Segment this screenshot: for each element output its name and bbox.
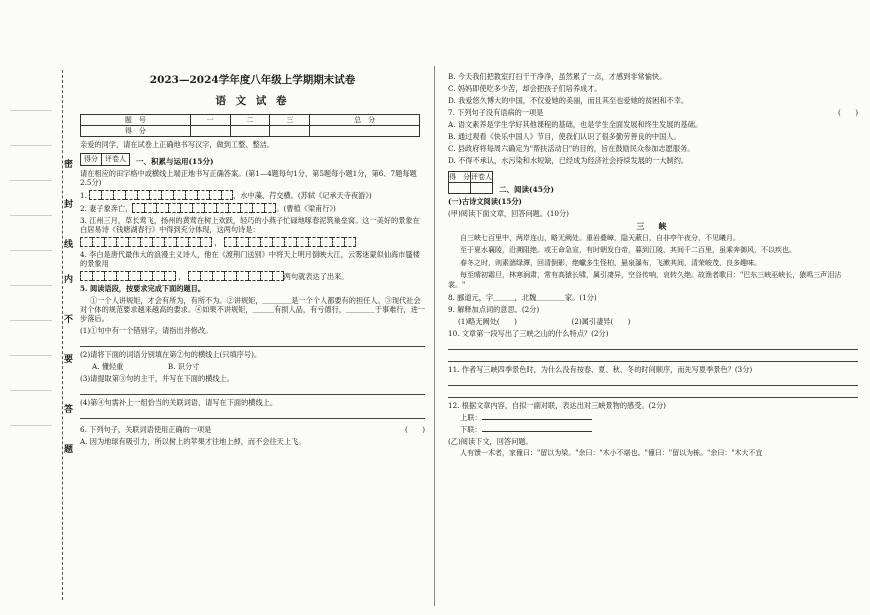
- writing-grid[interactable]: [80, 237, 212, 247]
- seal-char: 不: [64, 315, 74, 325]
- q5-text: 5. 阅读语段，按要求完成下面的题目。: [80, 284, 206, 293]
- q7-option-b: B. 通过观看《快乐中国人》节目，使我们认识了很多勤劳善良的中国人。: [448, 132, 681, 141]
- exam-title: 2023—2024学年度八年级上学期期末试卷: [149, 74, 356, 86]
- q5-2: (2)请将下面的词语分别填在第②句的横线上(只填序号)。: [80, 350, 262, 359]
- grader-box: [448, 171, 493, 194]
- grader-name-label: 评卷人: [471, 172, 492, 181]
- couplet-down-input[interactable]: [482, 425, 592, 432]
- seal-char: 密: [64, 160, 74, 170]
- passage-b: 人有馈一木者，家僮曰："留以为梁。"余曰："木小不堪也。"僮曰："留以为栋。"余曰："木大不宜: [460, 449, 763, 458]
- answer-line[interactable]: [448, 352, 858, 362]
- passage-paragraph: 每至晴初霜旦，林寒涧肃，常有高猿长啸，属引凄异，空谷传响，哀转久绝。故渔者歌曰："巴东三峡巫峡长，猿鸣三声泪沾裳。": [448, 271, 842, 289]
- q4-text: 4. 李白是唐代最伟大的浪漫主义诗人，他在《渡荆门送别》中将天上明月倒映大江，云雾迷蒙似仙海市蜃楼的景象用: [80, 250, 420, 268]
- q6-paren[interactable]: ( ): [405, 425, 425, 434]
- q6-option-b: B. 今天我们把教室打扫干干净净，虽然累了一点，才感到非常愉快。: [448, 72, 667, 81]
- section-1-title: 一、积累与运用(15分): [136, 156, 214, 166]
- score-input-cell[interactable]: [270, 126, 310, 137]
- subsection-1: (一)古诗文阅读(15分): [448, 197, 522, 206]
- answer-line[interactable]: [80, 385, 425, 395]
- score-header-cell: 二: [230, 115, 270, 126]
- q12: 12. 根据文章内容，自拟一副对联，表达出对三峡景物的感受。(2分): [448, 401, 666, 411]
- seal-char: 封: [64, 200, 74, 210]
- q6-option-c: C. 妈妈即使吃多少苦，却会把孩子们培养成才。: [448, 84, 602, 93]
- score-input-cell[interactable]: [190, 126, 230, 137]
- greeting: 亲爱的同学，请在试卷上正确地书写汉字，做到工整、整洁。: [80, 140, 275, 150]
- seal-char: 要: [64, 355, 74, 365]
- subsection-1-b: (乙)阅读下文，回答问题。: [448, 437, 533, 447]
- q6-option-a: A. 因为地球有吸引力，所以树上的苹果才往地上掉，而不会往天上飞。: [80, 437, 306, 446]
- q4-answer: ， 两句就表达了出来。: [80, 271, 425, 281]
- option-b: B. 识分寸: [167, 362, 200, 371]
- instructions: 请在相应的田字格中或横线上端正地书写正确答案。(第1—4题每句1分，第5题每小题1分，第6、7题每题2.5分): [80, 169, 417, 187]
- grader-score-input[interactable]: [449, 183, 471, 194]
- writing-grid[interactable]: [224, 237, 356, 247]
- grader-score-label: 得 分: [449, 172, 470, 181]
- section-1-header: [80, 149, 425, 166]
- passage-paragraph: 春冬之时，则素湍绿潭，回清倒影，绝巘多生怪柏，悬泉瀑布，飞漱其间，清荣峻茂，良多趣味。: [460, 258, 761, 267]
- answer-line[interactable]: [448, 340, 858, 350]
- seal-char: 答: [64, 405, 74, 415]
- q9-items: [448, 317, 858, 326]
- left-column: [80, 66, 425, 611]
- q11: 11. 作者写三峡四季景色时，为什么没有按春、夏、秋、冬的时间顺序，而先写夏季景色？(3分): [448, 365, 753, 375]
- exam-subtitle: 语 文 试 卷: [215, 95, 290, 108]
- grader-box: [80, 153, 130, 166]
- q12-down: 下联：: [448, 425, 858, 434]
- q7: [448, 108, 858, 117]
- q5-3: (3)请提取第③句的主干，并写在下面的横线上。: [80, 374, 234, 383]
- score-header-cell: 三: [270, 115, 310, 126]
- q8: 8. 郦道元，字＿＿＿，北魏＿＿＿＿家。(1分): [448, 293, 597, 303]
- q3-text: 3. 江州三月，草长莺飞，扬州的黄莺在树上欢跃，轻巧的小燕子忙碌地啄春泥筑巢垒窝。这一美好的景象在白居易诗《钱塘湖春行》中得到充分体现，这两句诗是：: [80, 216, 420, 234]
- score-input-cell[interactable]: [230, 126, 270, 137]
- page-divider: [434, 66, 435, 606]
- score-header-cell: 一: [190, 115, 230, 126]
- q6-text: 6. 下列句子，关联词语使用正确的一项是: [80, 425, 212, 434]
- q5-2-options: [80, 362, 425, 371]
- q6: [80, 425, 425, 434]
- couplet-up-input[interactable]: [482, 413, 592, 420]
- q7-option-d: D. 不得不承认，水污染和水短缺，已经成为经济社会持续发展的一大制约。: [448, 156, 689, 165]
- student-info-lines: [10, 110, 52, 490]
- score-input-cell[interactable]: [310, 126, 420, 137]
- writing-grid[interactable]: [89, 190, 233, 200]
- answer-line[interactable]: [80, 409, 425, 419]
- q7-paren[interactable]: ( ): [838, 108, 858, 117]
- q9: 9. 解释加点词的意思。(2分): [448, 305, 540, 315]
- writing-grid[interactable]: [188, 271, 284, 281]
- q1: 1. ，水中藻、荇交横。(苏轼《记承天寺夜游》): [80, 190, 372, 200]
- q1-tail: ，水中藻、荇交横。(苏轼《记承天寺夜游》): [233, 190, 372, 200]
- q5-4: (4)第④句需补上一组恰当的关联词语，请写在下面的横线上。: [80, 398, 278, 407]
- seal-char: 内: [64, 275, 74, 285]
- q7-text: 7. 下列句子没有语病的一项是: [448, 108, 544, 117]
- section-2-title: 二、阅读(45分): [499, 184, 555, 194]
- q10: 10. 文章第一段写出了三峡之山的什么特点？(2分): [448, 329, 609, 339]
- answer-line[interactable]: [448, 388, 858, 398]
- q12-up: 上联：: [448, 413, 858, 422]
- q3-answer: ，: [80, 237, 425, 247]
- seal-char: 线: [64, 240, 74, 250]
- grader-score-label: 得分: [81, 154, 102, 165]
- q5-1: (1)①句中有一个错别字，请指出并修改。: [80, 326, 213, 335]
- passage-paragraph: 至于夏水襄陵，沿溯阻绝。或王命急宣，有时朝发白帝，暮到江陵，其间千二百里，虽乘奔御风，不以疾也。: [460, 246, 796, 255]
- q2: [80, 203, 425, 213]
- q2-tail: 。(曹植《梁甫行》): [276, 203, 336, 213]
- section-2-header: [448, 171, 858, 194]
- binding-margin: [0, 0, 78, 615]
- q9-1: (1)略无阙处( ): [458, 317, 517, 327]
- grader-name-label: 评卷人: [105, 155, 126, 164]
- answer-line[interactable]: [448, 376, 858, 386]
- right-column: [448, 66, 858, 611]
- q5-passage: ①一个人讲规矩，才会有所为，有所不为。②讲规矩，＿＿＿＿是一个个人都要有的担任人。③现代社会对个体的规范要求越来越高的要求。④如果不讲规矩，＿＿＿有损人品，有亏德行，＿＿＿＿于事难行，进一步落后。: [80, 296, 426, 323]
- score-header-cell: 题 号: [81, 115, 191, 126]
- score-header-cell: 总 分: [310, 115, 420, 126]
- q2-text: 2. 妻子象奔亡，: [80, 203, 133, 213]
- subsection-1-a: (甲)阅读下面文章，回答问题。(10分): [448, 209, 569, 218]
- score-table: [80, 114, 420, 137]
- q6-option-d: D. 我爱悠久博大的中国，不仅爱她的美丽，而且其至也爱她的贫困和不幸。: [448, 96, 689, 105]
- passage-title: 三 峡: [636, 221, 670, 231]
- answer-line[interactable]: [80, 337, 425, 347]
- seal-dashed-line: [62, 70, 63, 600]
- option-a: A. 懂轻重: [92, 362, 124, 371]
- seal-char: 题: [64, 445, 74, 455]
- passage-paragraph: 自三峡七百里中，两岸连山，略无阙处。重岩叠嶂，隐天蔽日，自非亭午夜分，不见曦月。: [460, 234, 740, 242]
- q7-option-c: C. 县政府将每周六确定为"帮扶活动日"的目的，旨在鼓励民众参加志愿服务。: [448, 144, 695, 153]
- q9-2: (2)属引凄异( ): [571, 317, 631, 327]
- writing-grid[interactable]: [132, 203, 276, 213]
- grader-name-input[interactable]: [471, 183, 493, 194]
- q4-tail: 两句就表达了出来。: [283, 271, 349, 281]
- q7-option-a: A. 语文素养是学生学好其他课程的基础，也是学生全面发展和终生发展的基础。: [448, 120, 703, 129]
- score-label-cell: 得 分: [81, 126, 191, 137]
- writing-grid[interactable]: [80, 271, 176, 281]
